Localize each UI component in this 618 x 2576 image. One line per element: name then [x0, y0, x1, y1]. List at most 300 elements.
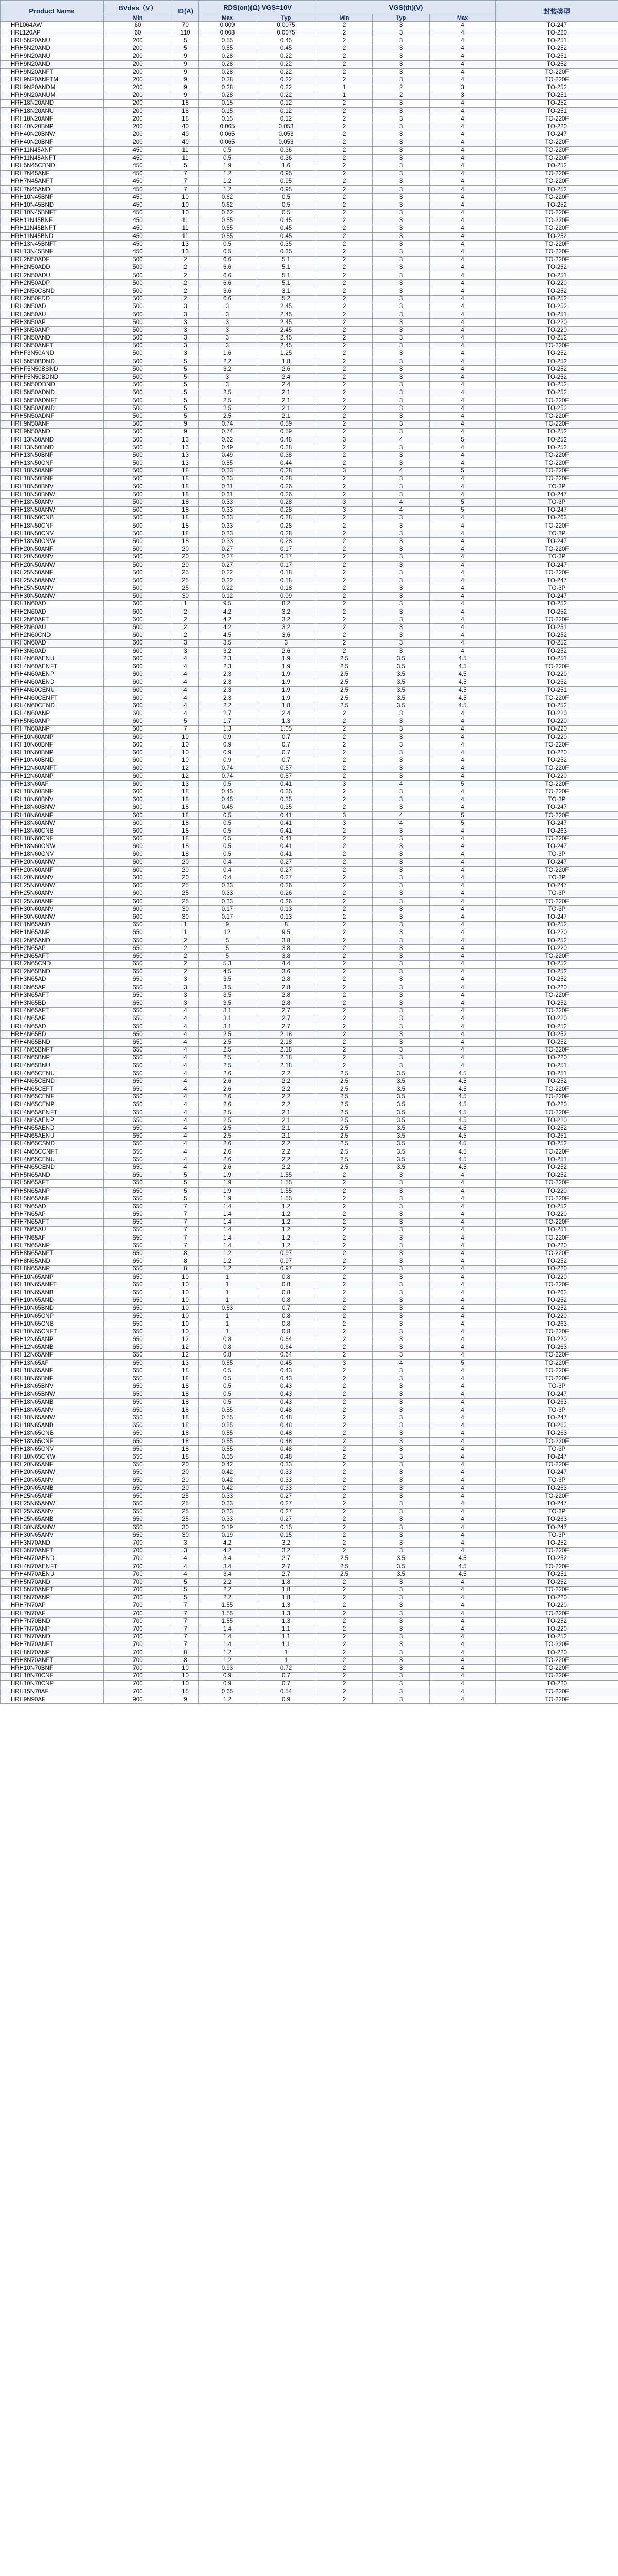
bvdss-cell: 500	[104, 460, 172, 467]
product-name-cell: HRH3N50AP	[1, 319, 104, 327]
vgs-max-cell: 4	[430, 1226, 496, 1234]
product-name-cell: HRH18N50CNF	[1, 522, 104, 530]
id-cell: 18	[172, 108, 199, 115]
vgs-min-cell: 2	[316, 491, 373, 499]
package-cell: TO-3P	[496, 585, 618, 592]
vgs-min-cell: 2	[316, 1383, 373, 1391]
rds-max-cell: 4.2	[199, 624, 256, 632]
rds-max-cell: 0.42	[199, 1477, 256, 1484]
rds-typ-cell: 1.8	[256, 1586, 316, 1594]
vgs-typ-cell: 3	[373, 639, 430, 647]
package-cell: TO-220F	[496, 1493, 618, 1500]
vgs-typ-cell: 3	[373, 1258, 430, 1265]
rds-max-cell: 0.19	[199, 1532, 256, 1539]
rds-max-cell: 3	[199, 303, 256, 311]
bvdss-cell: 650	[104, 1297, 172, 1304]
vgs-min-cell: 2	[316, 788, 373, 796]
vgs-max-cell: 4	[430, 1281, 496, 1289]
vgs-max-cell: 4.5	[430, 1093, 496, 1101]
vgs-typ-cell: 3	[373, 890, 430, 897]
vgs-min-cell: 2	[316, 1602, 373, 1609]
package-cell: TO-247	[496, 131, 618, 139]
vgs-min-cell: 2	[316, 139, 373, 146]
package-cell: TO-220F	[496, 1250, 618, 1258]
rds-typ-cell: 1.6	[256, 162, 316, 170]
vgs-typ-cell: 3	[373, 749, 430, 757]
id-cell: 3	[172, 303, 199, 311]
package-cell: TO-220F	[496, 76, 618, 84]
product-name-cell: HRH2N60AFT	[1, 616, 104, 624]
vgs-max-cell: 4	[430, 241, 496, 248]
bvdss-cell: 500	[104, 272, 172, 280]
package-cell: TO-220	[496, 1274, 618, 1281]
id-cell: 1	[172, 600, 199, 608]
rds-typ-cell: 2.18	[256, 1031, 316, 1039]
bvdss-cell: 450	[104, 155, 172, 162]
rds-typ-cell: 1.55	[256, 1195, 316, 1203]
vgs-typ-cell: 3	[373, 624, 430, 632]
table-row	[1, 436, 618, 444]
package-cell: TO-220F	[496, 1007, 618, 1015]
table-row	[1, 734, 618, 741]
id-cell: 2	[172, 287, 199, 295]
product-name-cell: HRH10N70CNF	[1, 1672, 104, 1680]
table-row	[1, 1391, 618, 1398]
product-name-cell: HRH11N45ANF	[1, 147, 104, 155]
bvdss-cell: 650	[104, 1078, 172, 1086]
vgs-min-cell: 2	[316, 295, 373, 303]
id-cell: 4	[172, 1046, 199, 1054]
bvdss-cell: 200	[104, 69, 172, 76]
vgs-min-cell: 2.5	[316, 679, 373, 686]
id-cell: 1	[172, 921, 199, 929]
table-row	[1, 37, 618, 45]
vgs-typ-cell: 3	[373, 123, 430, 131]
id-cell: 5	[172, 381, 199, 389]
id-cell: 9	[172, 60, 199, 68]
table-row	[1, 1312, 618, 1320]
vgs-min-cell: 2	[316, 1539, 373, 1547]
vgs-typ-cell: 3.5	[373, 671, 430, 679]
rds-typ-cell: 0.45	[256, 233, 316, 241]
id-cell: 40	[172, 123, 199, 131]
id-cell: 5	[172, 413, 199, 420]
vgs-min-cell: 2.5	[316, 1555, 373, 1563]
package-cell: TO-220F	[496, 155, 618, 162]
rds-typ-cell: 0.35	[256, 804, 316, 811]
rds-typ-cell: 0.41	[256, 851, 316, 858]
table-row	[1, 303, 618, 311]
vgs-typ-cell: 3	[373, 358, 430, 366]
bvdss-cell: 600	[104, 890, 172, 897]
vgs-typ-cell: 3	[373, 804, 430, 811]
vgs-typ-cell: 3	[373, 1414, 430, 1422]
vgs-typ-cell: 3	[373, 201, 430, 209]
bvdss-cell: 650	[104, 984, 172, 992]
rds-max-cell: 1	[199, 1289, 256, 1297]
rds-max-cell: 3.4	[199, 1563, 256, 1570]
table-row	[1, 460, 618, 467]
rds-typ-cell: 0.053	[256, 139, 316, 146]
package-cell: TO-247	[496, 859, 618, 867]
vgs-max-cell: 4	[430, 201, 496, 209]
vgs-typ-cell: 3	[373, 1547, 430, 1555]
vgs-typ-cell: 3	[373, 327, 430, 334]
rds-max-cell: 0.4	[199, 874, 256, 882]
table-row	[1, 874, 618, 882]
vgs-typ-cell: 3	[373, 1320, 430, 1328]
vgs-min-cell: 3	[316, 1360, 373, 1367]
product-name-cell: HRH4N65CENP	[1, 1101, 104, 1109]
package-cell: TO-252	[496, 1258, 618, 1265]
vgs-min-cell: 2	[316, 906, 373, 913]
table-row	[1, 655, 618, 663]
table-header	[1, 1, 618, 22]
bvdss-cell: 450	[104, 170, 172, 178]
id-cell: 2	[172, 937, 199, 944]
table-row	[1, 1093, 618, 1101]
vgs-typ-cell: 3.5	[373, 1125, 430, 1132]
table-row	[1, 1297, 618, 1304]
vgs-typ-cell: 3	[373, 569, 430, 577]
table-row	[1, 139, 618, 146]
id-cell: 18	[172, 506, 199, 514]
id-cell: 9	[172, 428, 199, 436]
header-id: ID(A)	[172, 1, 199, 22]
vgs-min-cell: 2	[316, 921, 373, 929]
id-cell: 10	[172, 1289, 199, 1297]
table-row	[1, 1250, 618, 1258]
rds-typ-cell: 0.8	[256, 1274, 316, 1281]
package-cell: TO-220F	[496, 811, 618, 819]
id-cell: 15	[172, 1688, 199, 1696]
vgs-min-cell: 2	[316, 155, 373, 162]
vgs-min-cell: 2	[316, 960, 373, 968]
bvdss-cell: 500	[104, 311, 172, 318]
vgs-typ-cell: 3	[373, 1203, 430, 1211]
rds-max-cell: 2.5	[199, 389, 256, 397]
product-name-cell: HRH4N65CSND	[1, 1140, 104, 1148]
bvdss-cell: 900	[104, 1696, 172, 1704]
vgs-max-cell: 4	[430, 1633, 496, 1641]
rds-max-cell: 0.55	[199, 1360, 256, 1367]
package-cell: TO-220F	[496, 178, 618, 185]
rds-max-cell: 2.5	[199, 1062, 256, 1070]
bvdss-cell: 700	[104, 1625, 172, 1633]
table-row	[1, 671, 618, 679]
package-cell: TO-252	[496, 162, 618, 170]
vgs-typ-cell: 3.5	[373, 1109, 430, 1117]
id-cell: 18	[172, 1383, 199, 1391]
bvdss-cell: 600	[104, 734, 172, 741]
rds-max-cell: 5	[199, 945, 256, 953]
bvdss-cell: 650	[104, 1015, 172, 1023]
rds-max-cell: 0.065	[199, 131, 256, 139]
rds-max-cell: 1.4	[199, 1234, 256, 1242]
table-row	[1, 1328, 618, 1336]
vgs-typ-cell: 3	[373, 874, 430, 882]
product-name-cell: HRH9N20ANUM	[1, 92, 104, 99]
product-name-cell: HRH7N45ANFT	[1, 178, 104, 185]
id-cell: 25	[172, 585, 199, 592]
rds-max-cell: 0.4	[199, 859, 256, 867]
rds-max-cell: 1.6	[199, 350, 256, 358]
vgs-max-cell: 4.5	[430, 655, 496, 663]
rds-max-cell: 1.2	[199, 1696, 256, 1704]
vgs-typ-cell: 3	[373, 303, 430, 311]
table-row	[1, 256, 618, 264]
vgs-max-cell: 4	[430, 350, 496, 358]
package-cell: TO-247	[496, 1414, 618, 1422]
id-cell: 3	[172, 1539, 199, 1547]
package-cell: TO-220	[496, 1187, 618, 1195]
package-cell: TO-220F	[496, 115, 618, 123]
package-cell: TO-220F	[496, 1218, 618, 1226]
vgs-max-cell: 4	[430, 420, 496, 428]
rds-max-cell: 0.065	[199, 123, 256, 131]
rds-max-cell: 0.33	[199, 514, 256, 522]
id-cell: 40	[172, 139, 199, 146]
product-name-cell: HRH4N65CEND	[1, 1078, 104, 1086]
rds-max-cell: 0.33	[199, 530, 256, 538]
rds-typ-cell: 0.09	[256, 592, 316, 600]
vgs-min-cell: 2	[316, 718, 373, 725]
package-cell: TO-252	[496, 1618, 618, 1625]
rds-max-cell: 1.2	[199, 178, 256, 185]
vgs-max-cell: 4	[430, 264, 496, 272]
id-cell: 18	[172, 788, 199, 796]
rds-max-cell: 0.27	[199, 561, 256, 569]
product-name-cell: HRH18N50ANW	[1, 506, 104, 514]
rds-typ-cell: 0.43	[256, 1383, 316, 1391]
product-name-cell: HRH3N60AD	[1, 639, 104, 647]
bvdss-cell: 450	[104, 147, 172, 155]
product-name-cell: HRH11N45BNFT	[1, 225, 104, 232]
package-cell: TO-252	[496, 1579, 618, 1586]
table-row	[1, 1586, 618, 1594]
rds-typ-cell: 0.053	[256, 123, 316, 131]
table-row	[1, 585, 618, 592]
rds-typ-cell: 0.28	[256, 514, 316, 522]
bvdss-cell: 700	[104, 1688, 172, 1696]
vgs-typ-cell: 3	[373, 1179, 430, 1187]
package-cell: TO-220F	[496, 147, 618, 155]
product-name-cell: HRH20N65ANB	[1, 1485, 104, 1493]
table-row	[1, 1625, 618, 1633]
id-cell: 12	[172, 1336, 199, 1344]
product-name-cell: HRL120AP	[1, 29, 104, 37]
package-cell: TO-3P	[496, 1477, 618, 1484]
table-row	[1, 1242, 618, 1250]
id-cell: 12	[172, 1351, 199, 1359]
vgs-typ-cell: 3	[373, 1312, 430, 1320]
product-name-cell: HRH10N65BND	[1, 1304, 104, 1312]
id-cell: 8	[172, 1649, 199, 1657]
id-cell: 7	[172, 1234, 199, 1242]
rds-typ-cell: 0.7	[256, 734, 316, 741]
id-cell: 3	[172, 327, 199, 334]
rds-typ-cell: 0.95	[256, 170, 316, 178]
package-cell: TO-252	[496, 60, 618, 68]
rds-typ-cell: 0.17	[256, 553, 316, 561]
vgs-min-cell: 2	[316, 1054, 373, 1062]
vgs-min-cell: 2	[316, 804, 373, 811]
package-cell: TO-252	[496, 84, 618, 92]
rds-max-cell: 1.3	[199, 725, 256, 733]
table-row	[1, 374, 618, 381]
package-cell: TO-220F	[496, 1367, 618, 1375]
vgs-min-cell: 2	[316, 452, 373, 460]
rds-max-cell: 3.5	[199, 992, 256, 999]
rds-max-cell: 2.2	[199, 702, 256, 710]
package-cell: TO-252	[496, 702, 618, 710]
package-cell: TO-220F	[496, 1360, 618, 1367]
vgs-min-cell: 2	[316, 287, 373, 295]
product-name-cell: HRH5N65AFT	[1, 1179, 104, 1187]
product-name-cell: HRH5N65ANF	[1, 1195, 104, 1203]
table-row	[1, 632, 618, 639]
vgs-min-cell: 2	[316, 561, 373, 569]
vgs-min-cell: 2	[316, 1297, 373, 1304]
rds-max-cell: 2.2	[199, 1594, 256, 1602]
bvdss-cell: 650	[104, 1031, 172, 1039]
product-name-cell: HRH2N60AD	[1, 608, 104, 616]
package-cell: TO-252	[496, 1125, 618, 1132]
rds-typ-cell: 0.33	[256, 1469, 316, 1477]
rds-typ-cell: 1.9	[256, 679, 316, 686]
id-cell: 20	[172, 1461, 199, 1469]
vgs-min-cell: 2	[316, 898, 373, 906]
vgs-max-cell: 4.5	[430, 1078, 496, 1086]
table-row	[1, 843, 618, 851]
rds-typ-cell: 0.12	[256, 99, 316, 107]
rds-max-cell: 1.9	[199, 162, 256, 170]
table-row	[1, 295, 618, 303]
id-cell: 12	[172, 765, 199, 772]
table-row	[1, 1156, 618, 1164]
rds-max-cell: 0.62	[199, 201, 256, 209]
rds-typ-cell: 0.33	[256, 1477, 316, 1484]
package-cell: TO-220	[496, 773, 618, 781]
vgs-min-cell: 2	[316, 608, 373, 616]
vgs-min-cell: 2	[316, 843, 373, 851]
product-name-cell: HRH3N50AD	[1, 303, 104, 311]
product-name-cell: HRH18N65CNV	[1, 1446, 104, 1453]
package-cell: TO-252	[496, 45, 618, 53]
id-cell: 9	[172, 420, 199, 428]
table-row	[1, 530, 618, 538]
vgs-min-cell: 2	[316, 1265, 373, 1273]
vgs-min-cell: 2	[316, 131, 373, 139]
vgs-typ-cell: 3	[373, 1218, 430, 1226]
product-name-cell: HRH8N70ANFT	[1, 1657, 104, 1665]
id-cell: 18	[172, 467, 199, 475]
rds-typ-cell: 0.8	[256, 1289, 316, 1297]
vgs-typ-cell: 3	[373, 945, 430, 953]
id-cell: 4	[172, 1015, 199, 1023]
product-name-cell: HRH3N50ANFT	[1, 342, 104, 350]
package-cell: TO-3P	[496, 553, 618, 561]
rds-typ-cell: 3.8	[256, 945, 316, 953]
id-cell: 3	[172, 342, 199, 350]
bvdss-cell: 650	[104, 1383, 172, 1391]
table-row	[1, 389, 618, 397]
product-name-cell: HRH9N50ANF	[1, 420, 104, 428]
package-cell: TO-220F	[496, 546, 618, 553]
vgs-typ-cell: 3	[373, 546, 430, 553]
bvdss-cell: 650	[104, 1234, 172, 1242]
product-name-cell: HRH25N60ANF	[1, 898, 104, 906]
vgs-max-cell: 4.5	[430, 1156, 496, 1164]
table-row	[1, 1508, 618, 1516]
bvdss-cell: 500	[104, 530, 172, 538]
vgs-min-cell: 2	[316, 99, 373, 107]
vgs-max-cell: 4	[430, 945, 496, 953]
vgs-max-cell: 4	[430, 906, 496, 913]
rds-max-cell: 1	[199, 1281, 256, 1289]
id-cell: 30	[172, 913, 199, 921]
vgs-min-cell: 2	[316, 1477, 373, 1484]
product-name-cell: HRH8N65ANP	[1, 1265, 104, 1273]
id-cell: 2	[172, 272, 199, 280]
rds-typ-cell: 2.1	[256, 413, 316, 420]
product-name-cell: HRH18N50BNW	[1, 491, 104, 499]
rds-typ-cell: 1.55	[256, 1179, 316, 1187]
table-row	[1, 811, 618, 819]
table-row	[1, 953, 618, 960]
package-cell: TO-220F	[496, 788, 618, 796]
rds-typ-cell: 0.8	[256, 1328, 316, 1336]
package-cell: TO-220F	[496, 1281, 618, 1289]
rds-max-cell: 0.55	[199, 233, 256, 241]
rds-typ-cell: 0.38	[256, 444, 316, 452]
vgs-typ-cell: 3	[373, 1641, 430, 1649]
vgs-max-cell: 5	[430, 781, 496, 788]
rds-max-cell: 0.28	[199, 53, 256, 60]
vgs-max-cell: 4.5	[430, 1148, 496, 1156]
table-row	[1, 1117, 618, 1125]
rds-typ-cell: 0.7	[256, 741, 316, 749]
vgs-max-cell: 4	[430, 1453, 496, 1461]
rds-max-cell: 3.2	[199, 366, 256, 374]
rds-typ-cell: 0.9	[256, 1696, 316, 1704]
product-name-cell: HRH8N65AND	[1, 1258, 104, 1265]
bvdss-cell: 500	[104, 592, 172, 600]
bvdss-cell: 450	[104, 209, 172, 217]
vgs-typ-cell: 3	[373, 1680, 430, 1688]
vgs-min-cell: 2.5	[316, 1070, 373, 1078]
vgs-min-cell: 2	[316, 1344, 373, 1351]
table-row	[1, 538, 618, 546]
vgs-min-cell: 2	[316, 201, 373, 209]
id-cell: 18	[172, 804, 199, 811]
vgs-min-cell: 2	[316, 1274, 373, 1281]
rds-typ-cell: 2.2	[256, 1078, 316, 1086]
rds-typ-cell: 0.57	[256, 765, 316, 772]
table-row	[1, 514, 618, 522]
product-name-cell: HRH12N60ANFT	[1, 765, 104, 772]
product-name-cell: HRH13N50BND	[1, 444, 104, 452]
rds-max-cell: 2.3	[199, 679, 256, 686]
package-cell: TO-252	[496, 960, 618, 968]
rds-max-cell: 0.42	[199, 1469, 256, 1477]
vgs-min-cell: 2	[316, 1203, 373, 1211]
rds-max-cell: 9	[199, 921, 256, 929]
vgs-typ-cell: 3	[373, 867, 430, 874]
rds-max-cell: 3.5	[199, 999, 256, 1007]
package-cell: TO-251	[496, 655, 618, 663]
table-row	[1, 679, 618, 686]
